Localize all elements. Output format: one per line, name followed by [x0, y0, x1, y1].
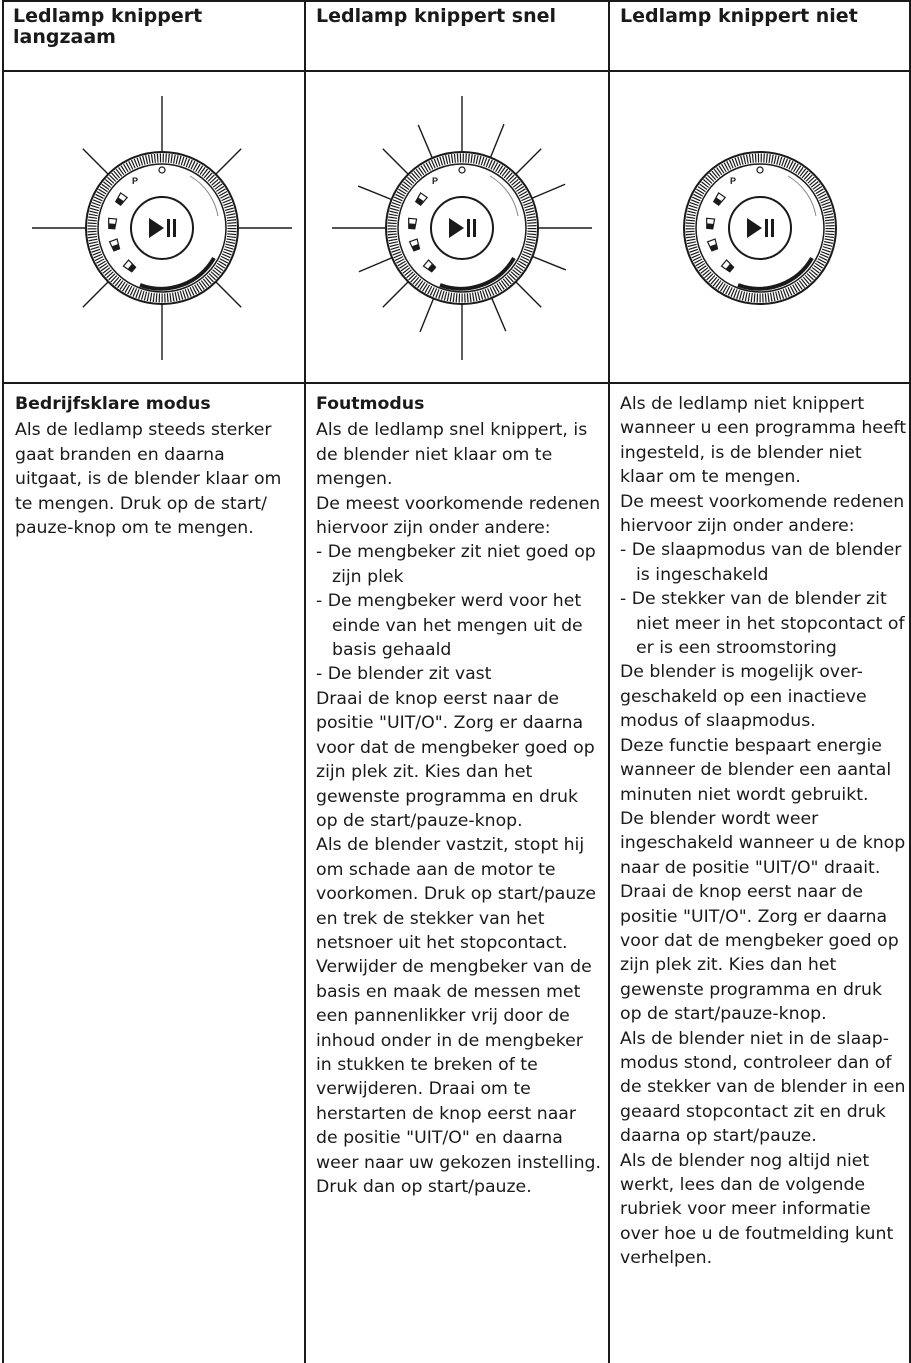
paragraph: Als de ledlamp steeds sterker gaat branden en daarna uitgaat, is de blender klaar om te mengen. Druk op de start/ pauze-knop om te mengen. [15, 420, 282, 539]
frozen-program-icon [108, 218, 117, 229]
bullet-item: - De mengbeker zit niet goed op zijn plek [316, 542, 596, 587]
paragraph: Als de blender vastzit, stopt hij om schade aan de motor te voorkomen. Druk op start/pauze en trek de stekker van het netsnoer uit het stopcontact. Verwijder de mengbeker van de basis en maak de messen met een pannenlikker vrij door de inhoud onder in de mengbeker in stukken te breken of te verwijderen. Draai om te herstarten de knop eerst naar de positie "UIT/O" en daarna weer naar uw gekozen instelling. Druk dan op start/pauze. [316, 835, 602, 1197]
paragraph: Als de ledlamp snel knippert, is de blender niet klaar om te mengen. [316, 420, 588, 490]
paragraph: Deze functie bespaart energie wanneer de blender een aantal minuten niet wordt gebruikt. [620, 735, 892, 805]
frozen-program-icon [706, 218, 715, 229]
off-position-marker [757, 167, 763, 173]
bullet-item: - De stekker van de blender zit niet meer in het stopcontact of er is een stroomstoring [620, 589, 905, 659]
image-row-divider [2, 382, 911, 384]
dial-slow-blink-illustration [32, 86, 292, 366]
column-divider [304, 0, 306, 1363]
paragraph: De meest voorkomende redenen hiervoor zijn onder andere: [316, 493, 601, 539]
paragraph: De blender is mogelijk over-geschakeld op een inactieve modus of slaapmodus. [620, 662, 867, 732]
table-border-left [2, 0, 4, 1363]
pulse-position-label: P [431, 176, 439, 186]
pulse-position-label: P [729, 176, 737, 186]
paragraph: De meest voorkomende redenen hiervoor zijn onder andere: [620, 491, 905, 537]
dial-fast-blink-illustration [332, 86, 592, 366]
paragraph: Als de blender niet in de slaap-modus stond, controleer dan of de stekker van de blender in een geaard stopcontact zit en druk daarna op start/pauze. [620, 1028, 906, 1147]
header-divider [2, 70, 911, 72]
column-no-blink [620, 392, 907, 1271]
column-ready-mode [15, 392, 297, 540]
paragraph: Als de blender nog altijd niet werkt, lees dan de volgende rubriek voor meer informatie over hoe u de foutmelding kunt verhelpen. [620, 1150, 894, 1269]
off-position-marker [459, 167, 465, 173]
pause-bar-icon [765, 219, 768, 237]
pulse-position-label: P [131, 176, 139, 186]
pause-bar-icon [173, 219, 176, 237]
dial-no-blink-illustration [630, 86, 890, 366]
pause-bar-icon [771, 219, 774, 237]
paragraph: Als de ledlamp niet knippert wanneer u een programma heeft ingesteld, is de blender niet klaar om te mengen. [620, 394, 907, 488]
off-position-marker [159, 167, 165, 173]
paragraph: De blender wordt weer ingeschakeld wanneer u de knop naar de positie "UIT/O" draait. Draai de knop eerst naar de positie "UIT/O". Zorg er daarna voor dat de mengbeker goed op zijn plek zit. Kies dan het gewenste programma en druk op de start/pauze-knop. [620, 808, 906, 1025]
header-no-blink: Ledlamp knippert niet [620, 5, 858, 27]
frozen-program-icon [408, 218, 417, 229]
column-error-mode [316, 392, 601, 1199]
pause-bar-icon [467, 219, 470, 237]
table-border-top [2, 0, 911, 2]
bullet-item: - De blender zit vast [316, 664, 492, 685]
header-slow-blink: Ledlamp knippert langzaam [13, 5, 203, 48]
bullet-item: - De slaapmodus van de blender is ingeschakeld [620, 540, 902, 585]
section-title-error-mode: Foutmodus [316, 394, 425, 414]
pause-bar-icon [167, 219, 170, 237]
section-title-ready-mode: Bedrijfsklare modus [15, 394, 211, 414]
column-divider [608, 0, 610, 1363]
paragraph: Draai de knop eerst naar de positie "UIT/O". Zorg er daarna voor dat de mengbeker goed op zijn plek zit. Kies dan het gewenste programma en druk op de start/pauze-knop. [316, 688, 595, 831]
bullet-item: - De mengbeker werd voor het einde van het mengen uit de basis gehaald [316, 591, 583, 661]
pause-bar-icon [473, 219, 476, 237]
header-fast-blink: Ledlamp knippert snel [316, 5, 557, 27]
